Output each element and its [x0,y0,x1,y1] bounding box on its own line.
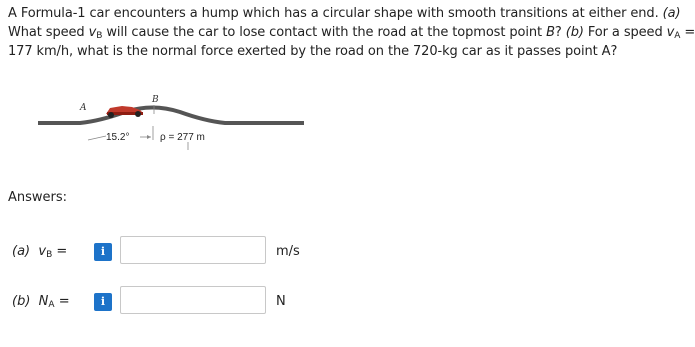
answer-b-sub: A [48,300,55,310]
answers-label: Answers: [8,190,68,205]
answer-b-label [12,294,70,309]
answer-a-var: v [38,244,47,259]
problem-text: What speed [8,25,89,40]
radius-label: ρ = 277 m [160,132,205,143]
problem-text: A Formula-1 car encounters a hump which has a circular shape with smooth transitions at either end. [8,6,663,21]
answer-a-input[interactable] [120,236,266,264]
point-a-label: A [80,103,87,113]
problem-text: For a speed [583,25,667,40]
answer-b-eq: = [54,294,70,309]
answer-b-unit: N [276,294,286,309]
problem-line-2 [8,23,695,42]
problem-text: ? [554,25,566,40]
hump-figure [40,90,302,152]
problem-text: = [680,25,695,40]
problem-line-3: 177 km/h, what is the normal force exerted by the road on the 720-kg car as it passes point A? [8,44,618,59]
info-icon[interactable]: i [94,293,112,311]
point-b-label: B [152,95,159,105]
answer-b-input[interactable] [120,286,266,314]
angle-label: 15.2° [106,132,130,143]
subscript-a: A [674,31,681,41]
problem-line-1 [8,4,681,23]
answer-a-eq: = [52,244,68,259]
info-icon[interactable]: i [94,243,112,261]
answer-a-sub: B [46,250,53,260]
part-a-marker: (a) [662,6,681,21]
point-b-ref: B [546,25,555,40]
hump-diagram [40,90,302,152]
answer-b-var: N [38,294,49,309]
answer-row-a [0,236,662,268]
variable-v: v [666,25,675,40]
answer-a-part: (a) [12,244,31,259]
angle-line [88,136,106,140]
answer-a-unit: m/s [276,244,300,259]
problem-text: will cause the car to lose contact with the road at the topmost point [102,25,547,40]
answer-b-part: (b) [12,294,31,309]
answer-a-label [12,244,67,259]
subscript-b: B [96,31,103,41]
variable-v: v [88,25,97,40]
answer-row-b [0,286,662,318]
part-b-marker: (b) [565,25,584,40]
problem-statement [8,4,695,61]
